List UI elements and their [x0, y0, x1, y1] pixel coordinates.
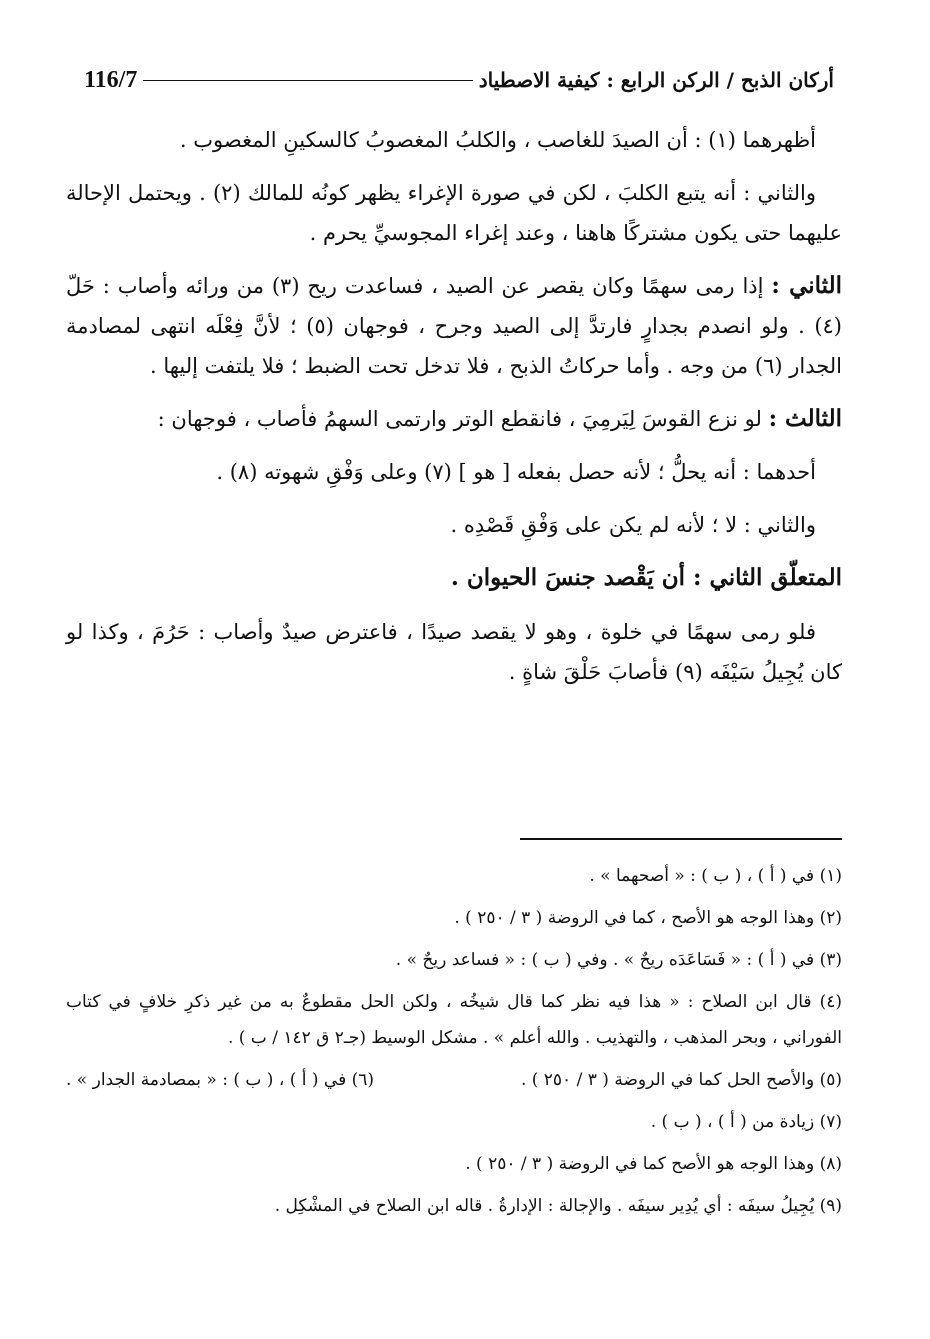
running-title: أركان الذبح / الركن الرابع : كيفية الاصطياد	[478, 68, 834, 92]
footnotes	[66, 858, 842, 1230]
footnote-separator	[520, 838, 842, 840]
paragraph-3-lead: الثاني :	[771, 272, 842, 299]
paragraph-4-lead: الثالث :	[768, 405, 842, 432]
footnote-4: (٤) قال ابن الصلاح : « هذا فيه نظر كما قال شيخُه ، ولكن الحل مقطوعٌ به من غير ذكرِ خلافٍ في كتاب الفوراني ، وبحر المذهب ، والتهذيب . والله أعلم » . مشكل الوسيط (جـ٢ ق ١٤٢ / ب ) .	[66, 992, 842, 1048]
paragraph-4-text: لو نزع القوسَ لِيَرمِيَ ، فانقطع الوتر وارتمى السهمُ فأصاب ، فوجهان :	[157, 407, 762, 431]
paragraph-4	[66, 399, 842, 439]
main-text	[66, 120, 842, 705]
footnote-5: (٥) والأصح الحل كما في الروضة ( ٣ / ٢٥٠ ) .	[520, 1070, 842, 1090]
page-header	[70, 62, 842, 98]
paragraph-6: والثاني : لا ؛ لأنه لم يكن على وَفْقِ قَصْدِه .	[450, 513, 816, 537]
header-rule	[143, 80, 472, 81]
paragraph-7: فلو رمى سهمًا في خلوة ، وهو لا يقصد صيدًا ، فاعترض صيدٌ وأصاب : حَرُمَ ، وكذا لو كان يُجِيلُ سَيْفَه (٩) فأصابَ حَلْقَ شاةٍ .	[66, 620, 842, 684]
paragraph-1: أظهرهما (١) : أن الصيدَ للغاصب ، والكلبُ المغصوبُ كالسكينِ المغصوب .	[179, 128, 816, 152]
footnote-2: (٢) وهذا الوجه هو الأصح ، كما في الروضة ( ٣ / ٢٥٠ ) .	[454, 908, 842, 928]
footnote-3: (٣) في ( أ ) : « فَسَاعَدَه ريحٌ » . وفي ( ب ) : « فساعد ريحٌ » .	[395, 950, 842, 970]
page-number: 116/7	[84, 66, 138, 93]
paragraph-2: والثاني : أنه يتبع الكلبَ ، لكن في صورة الإغراء يظهر كونُه للمالك (٢) . ويحتمل الإحالة عليهما حتى يكون مشتركًا هاهنا ، وعند إغراء المجوسيِّ يحرم .	[66, 181, 842, 245]
paragraph-5: أحدهما : أنه يحلُّ ؛ لأنه حصل بفعله [ هو ] (٧) وعلى وَفْقِ شهوته (٨) .	[216, 460, 816, 484]
footnote-7: (٧) زيادة من ( أ ) ، ( ب ) .	[650, 1112, 842, 1132]
footnote-9: (٩) يُجِيلُ سيفَه : أي يُدِير سيفَه . والإجالة : الإدارةُ . قاله ابن الصلاح في المشْكِل .	[274, 1196, 842, 1216]
footnote-row-5-6	[66, 1062, 842, 1098]
footnote-1: (١) في ( أ ) ، ( ب ) : « أصحهما » .	[589, 866, 842, 886]
footnote-8: (٨) وهذا الوجه هو الأصح كما في الروضة ( ٣ / ٢٥٠ ) .	[465, 1154, 842, 1174]
paragraph-3-text: إذا رمى سهمًا وكان يقصر عن الصيد ، فساعدت ريح (٣) من ورائه وأصاب : حَلّ (٤) . ولو انصدم بجدارٍ فارتدَّ إلى الصيد وجرح ، فوجهان (٥) ؛ لأنَّ فِعْلَه انتهى لمصادمة الجدار (٦) من وجه . وأما حركاتُ الذبح ، فلا تدخل تحت الضبط ؛ فلا يلتفت إليها .	[66, 274, 842, 378]
paragraph-3	[66, 266, 842, 386]
footnote-6: (٦) في ( أ ) ، ( ب ) : « بمصادمة الجدار » .	[66, 1070, 375, 1090]
section-heading: المتعلّق الثاني : أن يَقْصد جنسَ الحيوان .	[450, 564, 842, 591]
